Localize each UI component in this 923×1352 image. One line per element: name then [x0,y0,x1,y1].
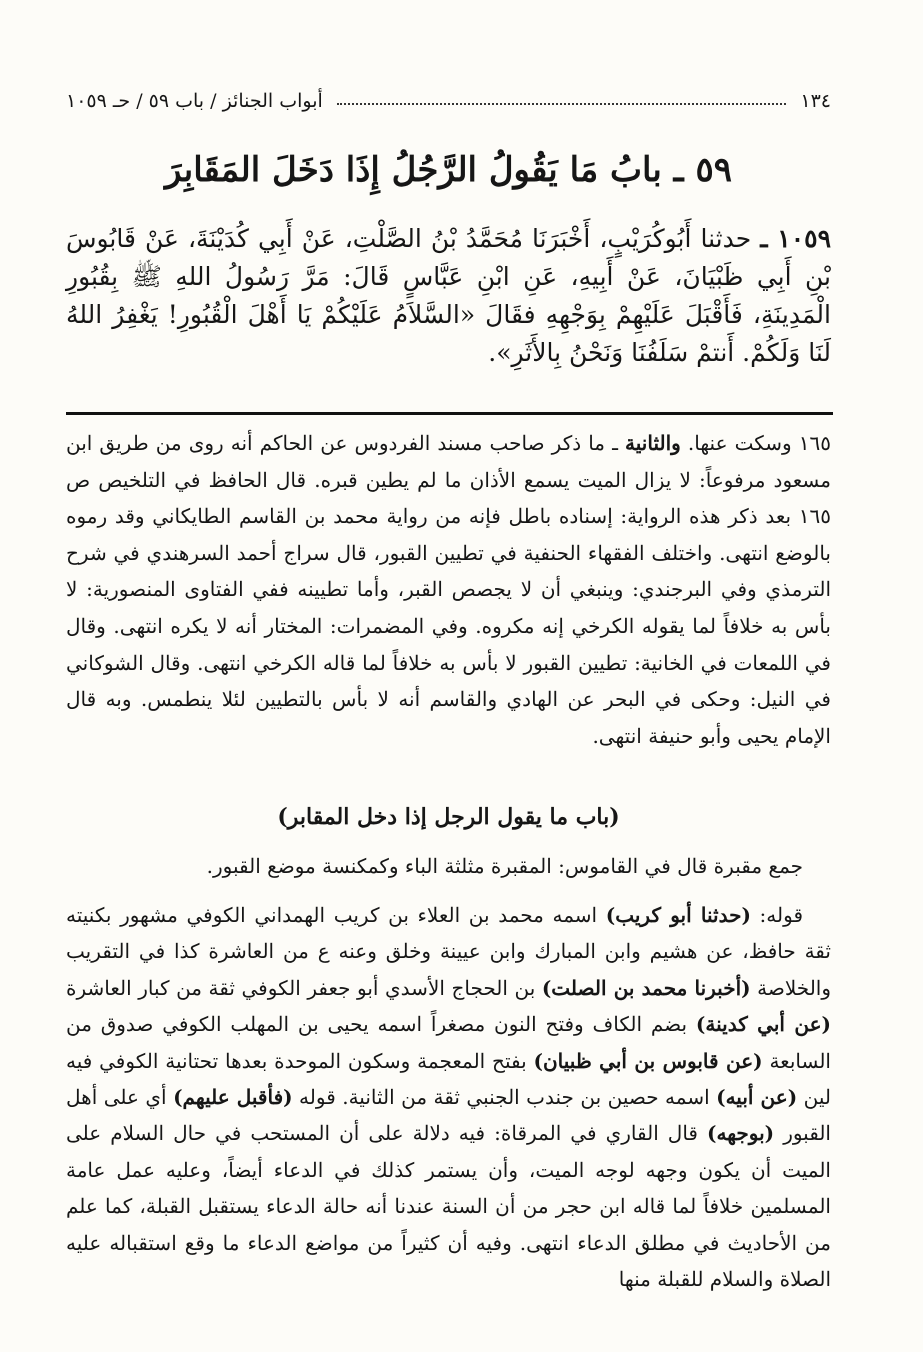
note-text-2: ـ ما ذكر صاحب مسند الفردوس عن الحاكم أنه روى من طريق ابن مسعود مرفوعاً: لا يزال الميت يسمع الأذان ما لم يطين قبره. قال الحافظ في التلخيص ص ١٦٥ بعد ذكر هذه الرواية: إسناده باطل فإنه من رواية محمد بن القاسم الطايكاني وقد رموه بالوضع انتهى. واختلف الفقهاء الحنفية في تطيين القبور، قال سراج أحمد السرهندي في شرح الترمذي وفي البرجندي: وينبغي أن لا يجصص القبر، وأما تطيينه ففي الفتاوى المنصورية: لا بأس به خلافاً لما يقوله الكرخي إنه مكروه. وفي المضمرات: المختار أنه لا يكره انتهى. وقال في اللمعات في الخانية: تطيين القبور لا بأس به خلافاً لما قاله الكرخي انتهى. وقال الشوكاني في النيل: وحكى في البحر عن الهادي والقاسم أنه لا بأس بالتطيين لئلا ينطمس. وبه قال الإمام يحيى وأبو حنيفة انتهى. [66,431,831,748]
footnote-continuation [66,425,831,754]
commentary-span: بن الحجاج الأسدي أبو جعفر الكوفي ثقة من كبار العاشرة [66,975,542,1000]
hadith-text [66,220,831,372]
commentary-span: أي على أهل القبور [66,1085,831,1146]
dotted-leader [337,103,787,105]
section-divider [66,412,833,415]
commentary-span: اسمه حصين بن جندب الجنبي ثقة من الثانية. قوله [292,1085,717,1110]
lexicon-note: جمع مقبرة قال في القاموس: المقبرة مثلثة الباء وكمكنسة موضع القبور. [206,854,803,878]
hadith-body: حدثنا أَبُوكُرَيْبٍ، أَخْبَرَنَا مُحَمَّدُ بْنُ الصَّلْتِ، عَنْ أَبِي كُدَيْنَةَ، عَنْ قَابُوسَ بْنِ أَبِي ظَبْيَانَ، عَنْ أَبِيهِ، عَنِ ابْنِ عَبَّاسٍ قَالَ: مَرَّ رَسُولُ اللهِ ﷺ بِقُبُورِ الْمَدِينَةِ، فَأَقْبَلَ عَلَيْهِمْ بِوَجْهِهِ فقَالَ «السَّلاَمُ عَلَيْكُمْ يَا أَهْلَ الْقُبُورِ! يَغْفِرُ اللهُ لَنَا وَلَكُمْ. أَنتمْ سَلَفُنَا وَنَحْنُ بِالأَثَرِ». [66,224,831,367]
chapter-title: ٥٩ ـ بابُ مَا يَقُولُ الرَّجُلُ إِذَا دَخَلَ المَقَابِرَ [164,150,733,190]
commentary-span: قوله: [750,903,803,927]
commentary-keyword: (بوجهه) [707,1121,775,1146]
commentary-span: بفتح المعجمة وسكون الموحدة بعدها تحتانية الكوفي فيه لين [66,1048,831,1110]
commentary-keyword: (عن قابوس بن أبي ظبيان) [533,1048,763,1073]
commentary-span: بضم الكاف وفتح النون مصغراً اسمه يحيى بن المهلب الكوفي صدوق من السابعة [66,1012,831,1073]
commentary-keyword: (فأقبل عليهم) [173,1085,293,1110]
commentary-span: قال القاري في المرقاة: فيه دلالة على أن المستحب في حال السلام على الميت أن يكون وجهه لوجه الميت، وأن يستمر كذلك في الدعاء أيضاً، وعليه عمل عامة المسلمين خلافاً لما قاله ابن حجر من أن السنة عندنا أنه حالة الدعاء يستقبل القبلة، كما علم من الأحاديث في مطلق الدعاء انتهى. وفيه أن كثيراً من مواضع الدعاء ما وقع استقباله عليه الصلاة والسلام للقبلة منها [66,1121,831,1292]
note-label: والثانية [625,431,681,455]
commentary-keyword: (حدثنا أبو كريب) [605,903,751,927]
commentary-text [66,897,831,1297]
commentary-heading: (باب ما يقول الرجل إذا دخل المقابر) [277,804,620,830]
running-head [66,86,831,116]
page-number: ١٣٤ [800,90,831,112]
commentary-keyword: (عن أبي كدينة) [695,1012,832,1037]
note-text-1: ١٦٥ وسكت عنها. [680,431,832,455]
commentary-keyword: (عن أبيه) [716,1085,798,1110]
commentary-keyword: (أخبرنا محمد بن الصلت) [541,975,751,1000]
chapter-reference: أبواب الجنائز / باب ٥٩ / حـ ١٠٥٩ [66,90,323,112]
hadith-number: ١٠٥٩ ـ [760,224,832,253]
commentary-span: اسمه محمد بن العلاء بن كريب الهمداني الكوفي مشهور بكنيته ثقة حافظ، عن هشيم وابن المبارك وابن عيينة وخلق وعنه ع من العاشرة كذا في التقريب والخلاصة [66,903,832,1000]
